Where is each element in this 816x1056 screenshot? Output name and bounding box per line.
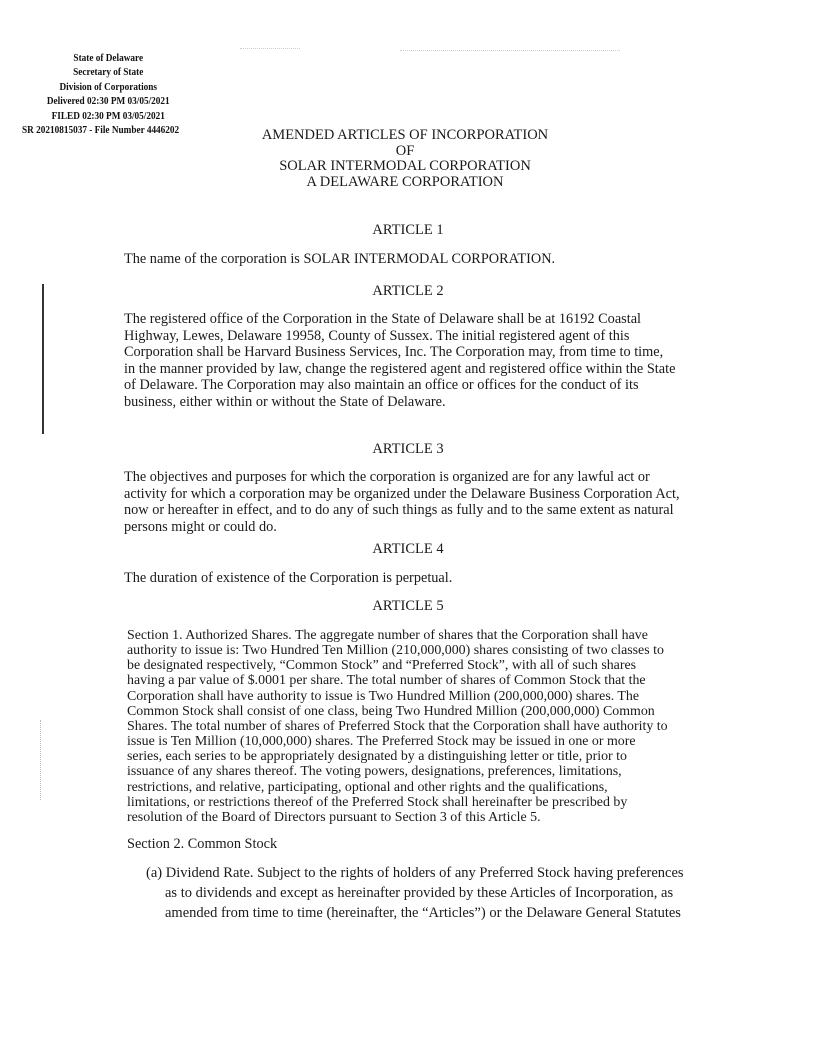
text-line: restrictions, and relative, participating, optional and other rights and the qualifications, [127,779,608,795]
article-5-section-1 [127,628,668,825]
article-4-heading: ARTICLE 4 [372,541,444,557]
article-1-text [124,251,555,268]
margin-artifact [40,720,42,800]
text-line: now or hereafter in effect, and to do any of such things as fully and to the same extent as natural [124,502,674,518]
section-2-heading [127,836,277,853]
filing-stamp [22,52,194,138]
text-line: The name of the corporation is SOLAR INTERMODAL CORPORATION. [124,251,556,267]
text-line: Section 1. Authorized Shares. The aggregate number of shares that the Corporation shall have [127,628,648,643]
title-line: OF [395,142,415,159]
title-line: A DELAWARE CORPORATION [306,173,504,190]
stamp-line: State of Delaware [73,53,144,64]
text-line: Shares. The total number of shares of Preferred Stock that the Corporation shall have authority to [127,718,668,734]
stamp-line: Division of Corporations [59,81,158,93]
text-line: Highway, Lewes, Delaware 19958, County of Sussex. The initial registered agent of this [124,327,630,344]
stamp-line: SR 20210815037 - File Number 4446202 [22,125,180,137]
text-line: in the manner provided by law, change the registered agent and registered office within the State [124,360,676,377]
article-4-text [124,570,452,587]
article-2-heading: ARTICLE 2 [372,283,444,299]
scan-artifact [240,48,300,50]
document-title [210,128,600,190]
text-line: series, each series to be appropriately designated by a distinguishing letter or title, prior to [127,749,627,765]
stamp-line: Secretary of State [73,67,144,79]
margin-line [42,284,44,434]
text-line: The registered office of the Corporation in the State of Delaware shall be at 16192 Coastal [124,311,642,327]
stamp-line: FILED 02:30 PM 03/05/2021 [51,110,165,122]
article-3-text [124,469,680,535]
text-line: (a) Dividend Rate. Subject to the rights of holders of any Preferred Stock having preferences [146,865,684,881]
article-3-heading: ARTICLE 3 [372,441,444,457]
text-line: issuance of any shares thereof. The voting powers, designations, preferences, limitations, [127,764,622,780]
text-line: be designated respectively, “Common Stock” and “Preferred Stock”, with all of such shares [127,658,637,674]
text-line: activity for which a corporation may be organized under the Delaware Business Corporation Act, [124,485,680,502]
text-line: persons might or could do. [124,518,277,535]
text-line: Corporation shall be Harvard Business Services, Inc. The Corporation may, from time to time, [124,344,664,360]
article-2-text [124,311,675,410]
text-line: issue is Ten Million (10,000,000) shares. The Preferred Stock may be issued in one or more [127,734,636,750]
scan-artifact [400,50,620,52]
section-2-item-a [146,863,684,923]
text-line: The duration of existence of the Corporation is perpetual. [124,570,453,586]
text-line: resolution of the Board of Directors pursuant to Section 3 of this Article 5. [127,809,541,825]
text-line: as to dividends and except as hereinafter provided by these Articles of Incorporation, as [165,885,674,901]
text-line: authority to issue is: Two Hundred Ten Million (210,000,000) shares consisting of two classes to [127,643,664,659]
text-line: business, either within or without the State of Delaware. [124,393,446,410]
text-line: The objectives and purposes for which the corporation is organized are for any lawful act or [124,469,650,485]
text-line: Common Stock shall consist of one class, being Two Hundred Million (200,000,000) Common [127,703,655,719]
title-line: SOLAR INTERMODAL CORPORATION [279,158,531,174]
text-line: having a par value of $.0001 per share. The total number of shares of Common Stock that the [127,673,646,689]
text-line: Section 2. Common Stock [127,836,278,852]
text-line: amended from time to time (hereinafter, the “Articles”) or the Delaware General Statutes [165,905,681,921]
stamp-line: Delivered 02:30 PM 03/05/2021 [46,96,170,108]
article-1-heading: ARTICLE 1 [372,222,444,238]
article-5-heading: ARTICLE 5 [372,598,444,614]
text-line: limitations, or restrictions thereof of the Preferred Stock shall hereinafter be prescribed by [127,794,628,810]
text-line: of Delaware. The Corporation may also maintain an office or offices for the conduct of its [124,377,639,393]
text-line: Corporation shall have authority to issue is Two Hundred Million (200,000,000) shares. The [127,688,640,704]
title-line: AMENDED ARTICLES OF INCORPORATION [261,127,549,143]
